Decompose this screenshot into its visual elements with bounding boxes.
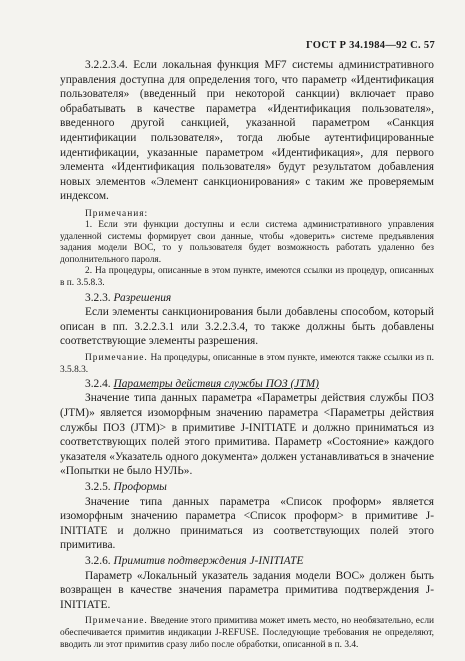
note-text: Введение этого примитива может иметь место, но необязательно, если обеспечивается примитив индикации J-REFUSE. Последующие требования не определяют, вводить ли этот примитив сразу либо после обработки, описанной в п. 3.4. [60, 616, 435, 651]
heading-3-2-3 [60, 291, 434, 306]
heading-3-2-6 [60, 554, 434, 569]
note-4 [60, 615, 434, 651]
heading-3-2-4 [60, 377, 434, 392]
heading-title: Параметры действия службы ПОЗ (JTM) [113, 377, 319, 390]
note-1: 1. Если эти функции доступны и если система административного управления удаленной системы формирует свои данные, чтобы «доверить» системе предъявления задания модели ВОС, то у пользователя будет возможность работать удаленно без дополнительного пароля. [60, 219, 434, 265]
paragraph-3-2-6: Параметр «Локальный указатель задания модели ВОС» должен быть возвращен в качестве значения параметра примитива подтверждения J-INITIATE. [60, 569, 434, 611]
heading-3-2-5 [60, 480, 434, 495]
heading-number: 3.2.3. [85, 291, 111, 304]
page-header: ГОСТ Р 34.1984—92 С. 57 [306, 40, 435, 51]
note-3 [60, 352, 434, 376]
paragraph-3-2-2-3-4: 3.2.2.3.4. Если локальная функция MF7 системы административного управления доступна для определения того, что параметр «Идентификация пользователя» (введенный при некоторой санкции) включает право обрабатывать в качестве параметра «Идентификация пользователя», введенного другой санкцией, указанной параметром «Санкция идентификации пользователя», тогда любые аутентифицированные идентификации, указанные параметром «Идентификация», для первого элемента «Идентификация пользователя» будут результатом добавления новых элементов «Элемент санкционирования» с таким же проверяемым индексом. [60, 59, 434, 203]
note-label: Примечание. [85, 352, 148, 363]
note-text: На процедуры, описанные в этом пункте, имеются также ссылки из п. 3.5.8.3. [60, 352, 434, 375]
notes-title: Примечания: [85, 208, 149, 219]
heading-title: Разрешения [113, 291, 172, 304]
heading-title: Примитив подтверждения J-INITIATE [113, 555, 304, 567]
heading-number: 3.2.5. [85, 481, 111, 494]
paragraph-3-2-3: Если элементы санкционирования были добавлены способом, который описан в пп. 3.2.2.3.1 или 3.2.2.3.4, то также должны быть добавлены соответствующие элементы разрешения. [60, 306, 434, 348]
paragraph-3-2-4: Значение типа данных параметра «Параметры действия службы ПОЗ (JTM)» является изоморфным значению параметра <Параметры действия службы ПОЗ (JTM)> в примитиве J-INITIATE и должно приниматься из соответствующих полей этого примитива. Параметр «Состояние» каждого указателя «Указатель одного документа» должен устанавливаться в значение «Попытки не было НУЛЬ». [60, 392, 434, 478]
page-content [60, 58, 434, 651]
heading-title: Проформы [113, 481, 167, 494]
note-label: Примечание. [85, 616, 148, 627]
note-2: 2. На процедуры, описанные в этом пункте, имеются ссылки из процедур, описанных в п. 3.5.8.3. [60, 266, 434, 288]
paragraph-3-2-5: Значение типа данных параметра «Список проформ» является изоморфным значению параметра <Список проформ> в примитиве J-INITIATE и должно приниматься из соответствующих полей этого примитива. [60, 495, 434, 552]
heading-number: 3.2.4. [85, 377, 111, 390]
heading-number: 3.2.6. [85, 555, 111, 567]
